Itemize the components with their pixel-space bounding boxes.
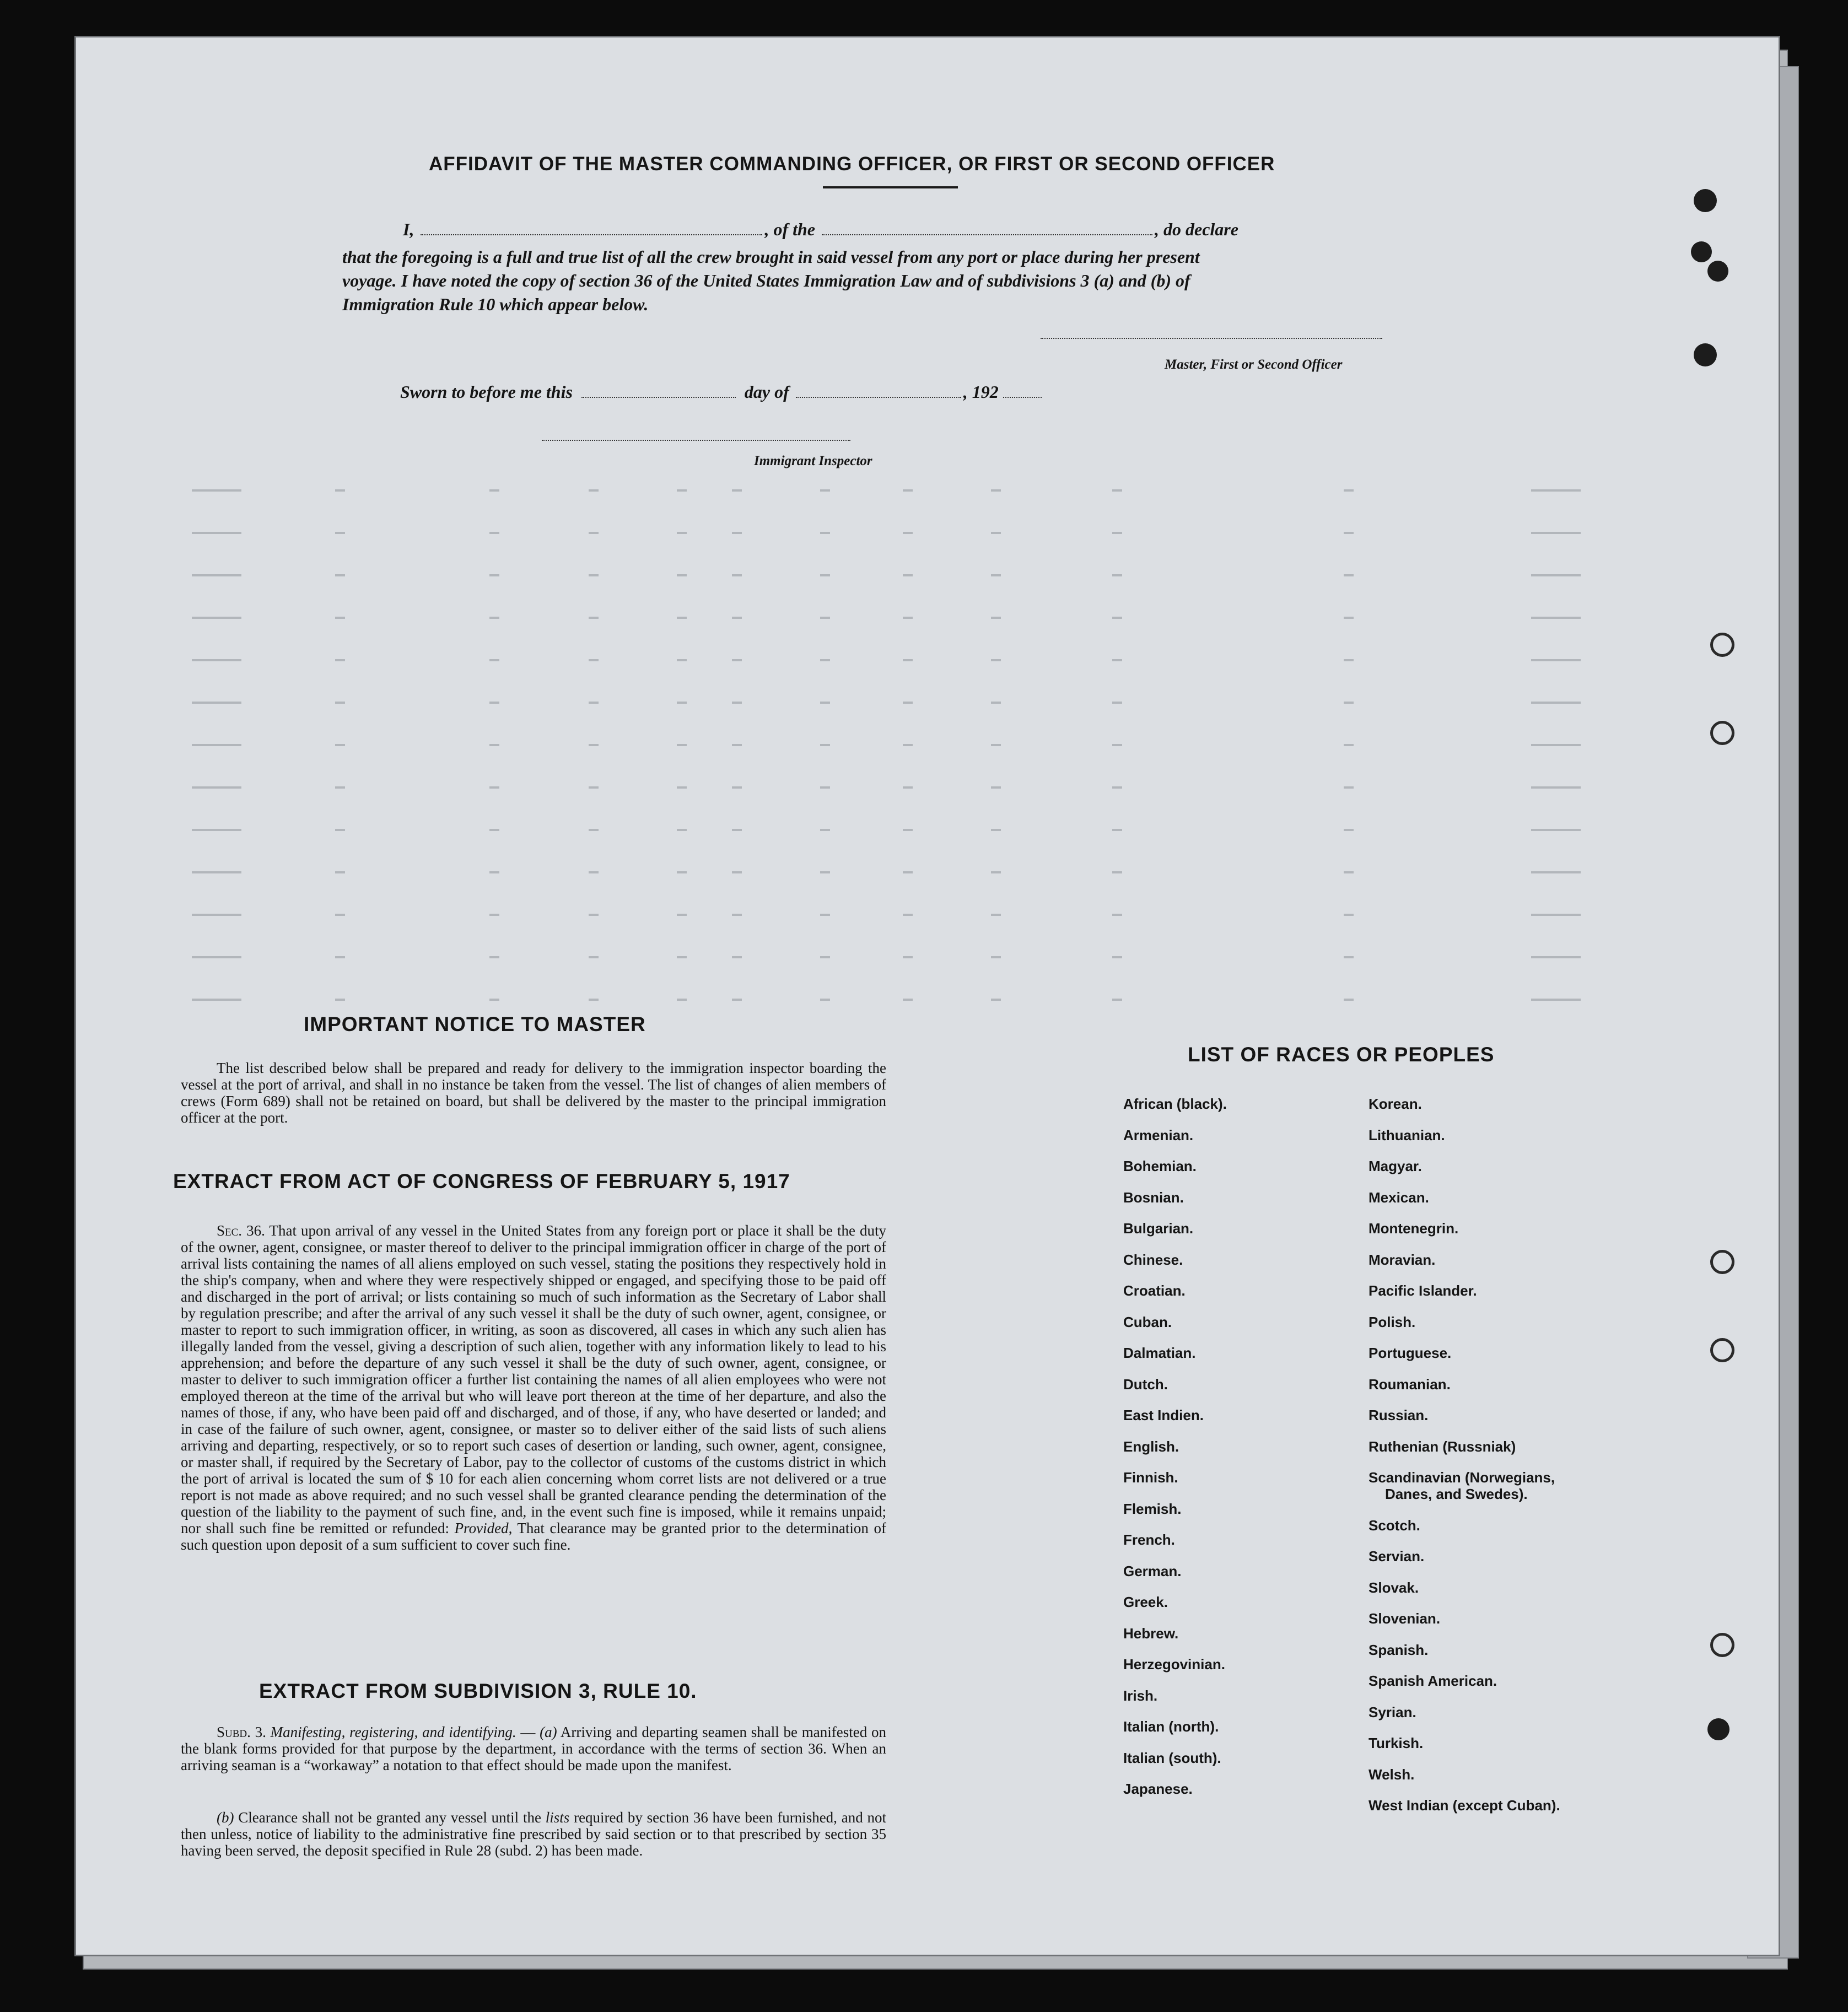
bleed-through-mark — [1531, 532, 1581, 534]
bleed-through-mark — [820, 489, 830, 492]
bleed-through-mark — [732, 659, 742, 661]
bleed-through-mark — [335, 489, 345, 492]
bleed-through-mark — [1344, 702, 1354, 704]
bleed-through-mark — [732, 871, 742, 873]
bleed-through-mark — [1531, 617, 1581, 619]
affidavit-line-2: that the foregoing is a full and true list of all the crew brought in said vessel from any port or place during her present — [342, 247, 1200, 267]
punch-hole — [1707, 261, 1728, 282]
bleed-through-mark — [589, 914, 599, 916]
bleed-through-mark — [335, 956, 345, 958]
bleed-through-mark — [589, 532, 599, 534]
race-item: West Indian (except Cuban). — [1369, 1797, 1560, 1814]
rule-b-text-2: required by section 36 have been furnished, and not then unless, notice of liability to the administrative fine prescribed by said section or to that prescribed by section 35 having been served, the deposit specified in Rule 28 (subd. 2) has been made. — [181, 1809, 887, 1859]
bleed-through-mark — [1531, 574, 1581, 576]
bleed-through-mark — [489, 489, 499, 492]
race-item: Scotch. — [1369, 1517, 1420, 1534]
punch-hole — [1691, 241, 1712, 262]
bleed-through-mark — [677, 489, 687, 492]
bleed-through-mark — [192, 829, 241, 831]
races-title: LIST OF RACES OR PEOPLES — [1188, 1043, 1495, 1066]
bleed-through-mark — [1112, 702, 1122, 704]
bleed-through-mark — [192, 871, 241, 873]
race-item: Japanese. — [1123, 1781, 1193, 1797]
bleed-through-mark — [903, 871, 913, 873]
bleed-through-mark — [732, 532, 742, 534]
affidavit-i: I, — [403, 219, 414, 239]
bleed-through-mark — [335, 786, 345, 789]
bleed-through-mark — [1112, 532, 1122, 534]
race-item: Finnish. — [1123, 1469, 1178, 1486]
bleed-through-mark — [677, 532, 687, 534]
affidavit-line-4: Immigration Rule 10 which appear below. — [342, 294, 649, 314]
bleed-through-mark — [589, 999, 599, 1001]
bleed-through-mark — [1531, 744, 1581, 746]
bleed-through-mark — [192, 489, 241, 492]
year-prefix: , 192 — [963, 382, 999, 402]
bleed-through-mark — [991, 702, 1001, 704]
bleed-through-mark — [1112, 744, 1122, 746]
inspector-label: Immigrant Inspector — [754, 454, 872, 468]
bleed-through-mark — [1344, 956, 1354, 958]
bleed-through-mark — [1531, 956, 1581, 958]
bleed-through-mark — [732, 914, 742, 916]
bleed-through-mark — [1531, 914, 1581, 916]
bleed-through-mark — [1531, 999, 1581, 1001]
bleed-through-mark — [1531, 489, 1581, 492]
bleed-through-mark — [903, 914, 913, 916]
bleed-through-mark — [677, 744, 687, 746]
race-item: Cuban. — [1123, 1313, 1172, 1330]
bleed-through-mark — [991, 956, 1001, 958]
notice-title: IMPORTANT NOTICE TO MASTER — [304, 1013, 646, 1035]
bleed-through-mark — [489, 532, 499, 534]
punch-hole — [1710, 721, 1734, 745]
bleed-through-mark — [335, 532, 345, 534]
bleed-through-mark — [489, 617, 499, 619]
bleed-through-mark — [335, 659, 345, 661]
bleed-through-mark — [589, 659, 599, 661]
bleed-through-mark — [1344, 786, 1354, 789]
race-item: Italian (north). — [1123, 1718, 1219, 1735]
bleed-through-mark — [991, 829, 1001, 831]
bleed-through-mark — [192, 702, 241, 704]
bleed-through-mark — [820, 532, 830, 534]
rule-para-b — [181, 1809, 886, 1859]
bleed-through-mark — [732, 702, 742, 704]
bleed-through-mark — [335, 702, 345, 704]
race-item: Dutch. — [1123, 1376, 1168, 1393]
bleed-through-mark — [1344, 871, 1354, 873]
rule-subd-label: Subd. 3. — [217, 1724, 266, 1740]
bleed-through-mark — [335, 914, 345, 916]
bleed-through-mark — [192, 744, 241, 746]
bleed-through-mark — [732, 956, 742, 958]
bleed-through-mark — [1112, 574, 1122, 576]
bleed-through-mark — [489, 829, 499, 831]
race-item: Moravian. — [1369, 1251, 1436, 1268]
bleed-through-mark — [1344, 617, 1354, 619]
race-item: Croatian. — [1123, 1282, 1186, 1299]
punch-hole — [1710, 1338, 1734, 1362]
bleed-through-mark — [1112, 659, 1122, 661]
race-item: Bosnian. — [1123, 1189, 1184, 1206]
race-item: Ruthenian (Russniak) — [1369, 1438, 1516, 1455]
race-item: Lithuanian. — [1369, 1126, 1445, 1143]
bleed-through-mark — [192, 574, 241, 576]
bleed-through-mark — [589, 617, 599, 619]
bleed-through-mark — [1112, 871, 1122, 873]
bleed-through-mark — [820, 786, 830, 789]
bleed-through-mark — [991, 489, 1001, 492]
rule-para-a: Subd. 3. Manifesting, registering, and identifying. — (a) Arriving and departing seamen shall be manifested on the blank forms provided for that purpose by the department, in accordance with the terms of section 36. When an arriving seaman is a “workaway” a notation to that effect should be made upon the manifest. — [181, 1724, 886, 1773]
bleed-through-mark — [1531, 871, 1581, 873]
bleed-through-mark — [677, 999, 687, 1001]
bleed-through-mark — [820, 829, 830, 831]
bleed-through-mark — [732, 786, 742, 789]
bleed-through-mark — [820, 871, 830, 873]
bleed-through-mark — [1344, 744, 1354, 746]
bleed-through-mark — [589, 829, 599, 831]
bleed-through-mark — [991, 617, 1001, 619]
race-item: Scandinavian (Norwegians, — [1369, 1469, 1555, 1486]
bleed-through-mark — [820, 574, 830, 576]
bleed-through-mark — [1112, 489, 1122, 492]
bleed-through-mark — [991, 574, 1001, 576]
signature-line — [1041, 338, 1382, 339]
rule-b-text-1: Clearance shall not be granted any vessel until the — [238, 1809, 541, 1826]
bleed-through-mark — [677, 574, 687, 576]
bleed-through-mark — [903, 532, 913, 534]
affidavit-line-3: voyage. I have noted the copy of section 36 of the United States Immigration Law and of subdivisions 3 (a) and (b) of — [342, 271, 1190, 290]
bleed-through-mark — [589, 956, 599, 958]
race-item: French. — [1123, 1531, 1175, 1548]
race-item: Herzegovinian. — [1123, 1656, 1225, 1673]
bleed-through-mark — [991, 914, 1001, 916]
bleed-through-mark — [820, 617, 830, 619]
bleed-through-mark — [489, 871, 499, 873]
act-body: That upon arrival of any vessel in the United States from any foreign port or place it shall be the duty of the owner, agent, consignee, or master thereof to deliver to the principal immigration officer in charge of the port of arrival lists containing the names of all aliens employed on such vessel, stating the positions they respectively hold in the ship's company, when and where they were respectively shipped or engaged, and specifying those to be paid off and discharged in the port of arrival; or lists containing so much of such information as the Secretary of Labor shall by regulation prescribe; and after the arrival of any such vessel it shall be the duty of such owner, agent, consignee, or master to report to such immigration officer, in writing, as soon as discovered, all cases in which any such alien has illegally landed from the vessel, giving a description of such alien, together with any information likely to lead to his apprehension; and before the departure of any such vessel it shall be the duty of such owner, agent, consignee, or master to deliver to such immigration officer a further list containing the names of all alien employees who were not employed thereon at the time of the arrival but who will leave port thereon at the time of her departure, and also the names of those, if any, who have been paid off and discharged, and of those, if any, who have deserted or landed; and in case of the failure of such owner, agent, consignee, or master so to deliver either of the said lists of such aliens arriving and departing, respectively, or so to report such cases of desertion or landing, such owner, agent, consignee, or master shall, if required by the Secretary of Labor, pay to the collector of customs of the customs district in which the port of arrival is located the sum of $ 10 for each alien concerning whom corret lists are not delivered or a true report is not made as above required; and no such vessel shall be granted clearance pending the determination of the question of the liability to the payment of such fine, and, in the event such fine is imposed, while it remains unpaid; nor shall such fine be remitted or refunded: — [181, 1222, 887, 1536]
notice-text: The list described below shall be prepared and ready for delivery to the immigration inspector boarding the vessel at the port of arrival, and shall in no instance be taken from the vessel. The list of changes of alien members of crews (Form 689) shall not be retained on board, but shall be delivered by the master to the principal immigration officer at the port. — [181, 1060, 886, 1126]
title-rule — [823, 186, 958, 188]
bleed-through-mark — [1112, 617, 1122, 619]
bleed-through-mark — [589, 744, 599, 746]
race-item: Roumanian. — [1369, 1376, 1451, 1393]
bleed-through-mark — [192, 956, 241, 958]
bleed-through-mark — [489, 574, 499, 576]
race-item: Slovak. — [1369, 1579, 1419, 1596]
race-item: Armenian. — [1123, 1126, 1194, 1143]
bleed-through-mark — [489, 744, 499, 746]
affidavit-of-the: , of the — [764, 219, 815, 239]
affidavit-title: AFFIDAVIT OF THE MASTER COMMANDING OFFICER, OR FIRST OR SECOND OFFICER — [429, 153, 1275, 175]
punch-hole — [1710, 1250, 1734, 1274]
bleed-through-mark — [991, 659, 1001, 661]
bleed-through-mark — [335, 617, 345, 619]
bleed-through-mark — [335, 999, 345, 1001]
rule-a-text: Arriving and departing seamen shall be manifested on the blank forms provided for that purpose by the department, in accordance with the terms of section 36. When an arriving seaman is a “workaway” a notation to that effect should be made upon the manifest. — [181, 1724, 886, 1773]
sworn-line — [400, 382, 1042, 402]
bleed-through-mark — [1344, 489, 1354, 492]
bleed-through-mark — [903, 956, 913, 958]
bleed-through-mark — [991, 532, 1001, 534]
race-item: English. — [1123, 1438, 1179, 1455]
race-item: Flemish. — [1123, 1500, 1182, 1517]
bleed-through-mark — [677, 786, 687, 789]
bleed-through-mark — [820, 914, 830, 916]
act-title: EXTRACT FROM ACT OF CONGRESS OF FEBRUARY 5, 1917 — [173, 1170, 790, 1193]
bleed-through-mark — [192, 617, 241, 619]
bleed-through-mark — [991, 871, 1001, 873]
bleed-through-mark — [489, 956, 499, 958]
bleed-through-mark — [335, 829, 345, 831]
race-item: Chinese. — [1123, 1251, 1183, 1268]
race-item: Mexican. — [1369, 1189, 1429, 1206]
rule-a-label: (a) — [540, 1724, 557, 1740]
bleed-through-mark — [489, 786, 499, 789]
race-item: Pacific Islander. — [1369, 1282, 1477, 1299]
race-item: Danes, and Swedes). — [1385, 1486, 1528, 1502]
race-item: Spanish American. — [1369, 1673, 1497, 1689]
bleed-through-mark — [589, 871, 599, 873]
race-item: Welsh. — [1369, 1766, 1415, 1783]
bleed-through-mark — [732, 617, 742, 619]
bleed-through-mark — [903, 829, 913, 831]
race-item: Servian. — [1369, 1548, 1425, 1565]
bleed-through-mark — [192, 914, 241, 916]
bleed-through-mark — [820, 956, 830, 958]
race-item: Dalmatian. — [1123, 1345, 1196, 1361]
punch-hole — [1694, 189, 1717, 212]
race-item: Russian. — [1369, 1407, 1429, 1423]
bleed-through-mark — [677, 956, 687, 958]
vessel-blank — [822, 234, 1152, 235]
name-blank — [421, 234, 762, 235]
act-text — [181, 1222, 886, 1553]
bleed-through-mark — [1112, 914, 1122, 916]
signature-label: Master, First or Second Officer — [1165, 357, 1343, 372]
bleed-through-mark — [732, 744, 742, 746]
bleed-through-mark — [335, 574, 345, 576]
race-item: Bohemian. — [1123, 1158, 1197, 1174]
bleed-through-mark — [192, 659, 241, 661]
bleed-through-mark — [192, 999, 241, 1001]
bleed-through-mark — [1112, 956, 1122, 958]
race-item: Italian (south). — [1123, 1749, 1221, 1766]
race-item: Montenegrin. — [1369, 1220, 1459, 1237]
race-item: Magyar. — [1369, 1158, 1422, 1174]
race-item: Bulgarian. — [1123, 1220, 1194, 1237]
bleed-through-mark — [1344, 829, 1354, 831]
month-blank — [796, 397, 961, 398]
bleed-through-mark — [1531, 659, 1581, 661]
bleed-through-mark — [677, 914, 687, 916]
bleed-through-mark — [489, 914, 499, 916]
bleed-through-mark — [1112, 999, 1122, 1001]
rule-subd-heading: Manifesting, registering, and identifying. — [270, 1724, 516, 1740]
bleed-through-mark — [820, 999, 830, 1001]
bleed-through-mark — [1344, 659, 1354, 661]
bleed-through-mark — [677, 659, 687, 661]
bleed-through-mark — [1112, 829, 1122, 831]
day-blank — [581, 397, 736, 398]
bleed-through-mark — [589, 489, 599, 492]
year-blank — [1003, 397, 1042, 398]
bleed-through-mark — [1531, 702, 1581, 704]
bleed-through-mark — [589, 702, 599, 704]
race-item: East Indien. — [1123, 1407, 1204, 1423]
bleed-through-mark — [991, 744, 1001, 746]
bleed-through-mark — [1112, 786, 1122, 789]
bleed-through-mark — [489, 659, 499, 661]
race-item: German. — [1123, 1562, 1182, 1579]
bleed-through-mark — [677, 871, 687, 873]
bleed-through-mark — [335, 744, 345, 746]
bleed-through-mark — [991, 786, 1001, 789]
race-item: Portuguese. — [1369, 1345, 1452, 1361]
bleed-through-mark — [732, 574, 742, 576]
bleed-through-mark — [991, 999, 1001, 1001]
bleed-through-mark — [192, 786, 241, 789]
race-item: Spanish. — [1369, 1641, 1429, 1658]
bleed-through-mark — [732, 489, 742, 492]
bleed-through-mark — [1344, 914, 1354, 916]
race-item: Greek. — [1123, 1594, 1168, 1610]
bleed-through-mark — [1531, 829, 1581, 831]
punch-hole — [1710, 633, 1734, 657]
bleed-through-mark — [589, 574, 599, 576]
bleed-through-mark — [335, 871, 345, 873]
bleed-through-mark — [489, 702, 499, 704]
bleed-through-mark — [903, 744, 913, 746]
bleed-through-mark — [903, 574, 913, 576]
bleed-through-mark — [1531, 786, 1581, 789]
punch-hole — [1707, 1718, 1730, 1740]
race-item: Slovenian. — [1369, 1610, 1441, 1627]
bleed-through-mark — [903, 617, 913, 619]
race-item: Irish. — [1123, 1687, 1158, 1704]
bleed-through-mark — [1344, 999, 1354, 1001]
bleed-through-mark — [903, 659, 913, 661]
bleed-through-mark — [489, 999, 499, 1001]
bleed-through-mark — [1344, 574, 1354, 576]
punch-hole — [1694, 343, 1717, 366]
race-item: African (black). — [1123, 1096, 1227, 1112]
race-item: Polish. — [1369, 1313, 1416, 1330]
race-item: Hebrew. — [1123, 1625, 1179, 1642]
race-item: Turkish. — [1369, 1735, 1424, 1751]
bleed-through-mark — [732, 829, 742, 831]
bleed-through-mark — [903, 702, 913, 704]
document-page — [74, 36, 1780, 1956]
act-provided: Provided, — [454, 1520, 513, 1536]
race-item: Syrian. — [1369, 1703, 1416, 1720]
bleed-through-mark — [677, 829, 687, 831]
bleed-through-mark — [589, 786, 599, 789]
act-section-label: Sec. 36. — [217, 1222, 265, 1239]
bleed-through-mark — [820, 744, 830, 746]
sworn-text: Sworn to before me this — [400, 382, 573, 402]
day-of-text: day of — [744, 382, 789, 402]
affidavit-line-1 — [403, 219, 1238, 240]
rule-b-label: (b) — [217, 1809, 234, 1826]
affidavit-declare: , do declare — [1155, 219, 1238, 239]
inspector-line — [542, 440, 850, 441]
bleed-through-mark — [192, 532, 241, 534]
bleed-through-mark — [820, 702, 830, 704]
act-body-2: That clearance may be granted prior to the determination of such question upon deposit of a sum sufficient to cover such fine. — [181, 1520, 886, 1553]
bleed-through-mark — [903, 786, 913, 789]
bleed-through-mark — [677, 617, 687, 619]
rule-b-lists: lists — [545, 1809, 570, 1826]
bleed-through-mark — [677, 702, 687, 704]
bleed-through-mark — [820, 659, 830, 661]
bleed-through-mark — [732, 999, 742, 1001]
bleed-through-mark — [1344, 532, 1354, 534]
bleed-through-mark — [903, 999, 913, 1001]
rule-title: EXTRACT FROM SUBDIVISION 3, RULE 10. — [259, 1680, 697, 1702]
bleed-through-mark — [903, 489, 913, 492]
race-item: Korean. — [1369, 1096, 1422, 1112]
punch-hole — [1710, 1633, 1734, 1657]
